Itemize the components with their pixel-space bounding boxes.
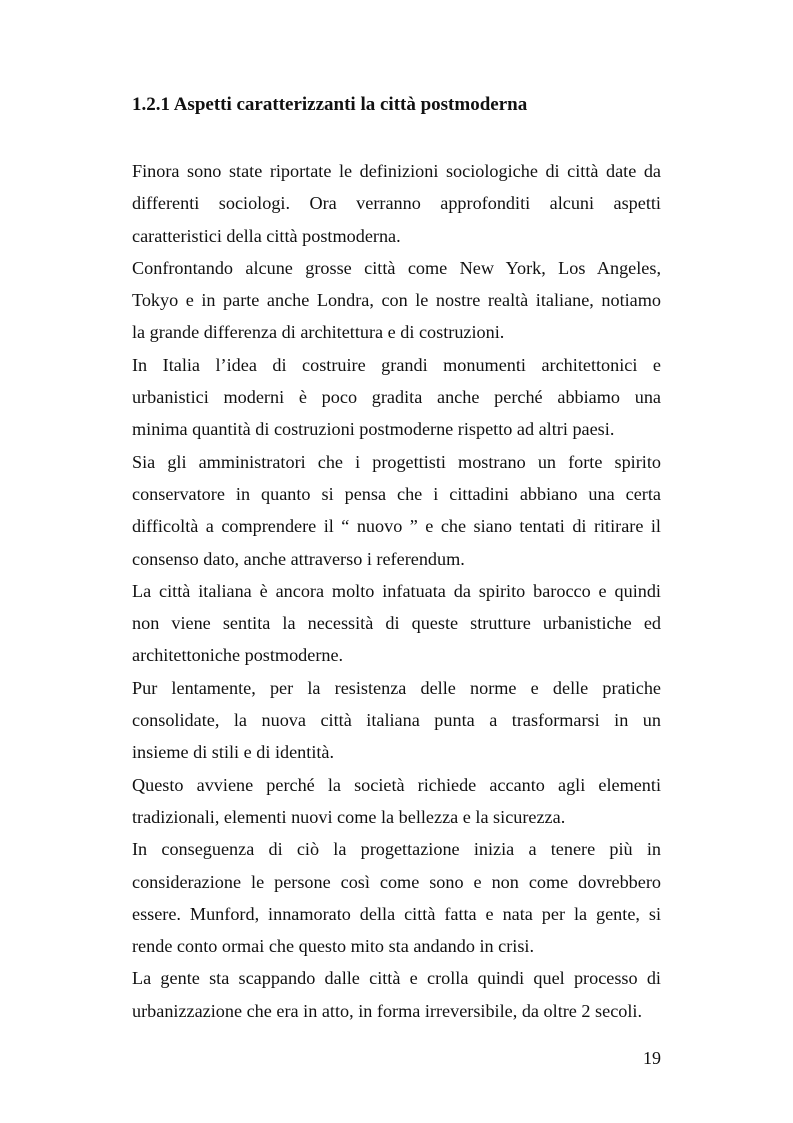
- text-line: insieme di stili e di identità.: [132, 742, 335, 763]
- text-line: architettoniche postmoderne.: [132, 645, 344, 666]
- text-line: urbanizzazione che era in atto, in forma irreversibile, da oltre 2 secoli.: [132, 1000, 643, 1021]
- text-line: caratteristici della città postmoderna.: [132, 225, 401, 246]
- text-line: La gente sta scappando dalle città e crolla quindi quel processo di: [132, 968, 661, 989]
- section-heading: 1.2.1 Aspetti caratterizzanti la città postmoderna: [132, 94, 528, 115]
- text-line: considerazione le persone così come sono e non come dovrebbero: [132, 871, 661, 892]
- text-line: Questo avviene perché la società richiede accanto agli elementi: [132, 774, 661, 795]
- paragraph: [132, 672, 661, 769]
- text-line: urbanistici moderni è poco gradita anche perché abbiamo una: [132, 387, 661, 408]
- text-line: La città italiana è ancora molto infatuata da spirito barocco e quindi: [132, 580, 661, 601]
- paragraph: [132, 155, 661, 252]
- paragraph: [132, 349, 661, 446]
- text-line: differenti sociologi. Ora verranno approfonditi alcuni aspetti: [132, 193, 661, 214]
- text-line: Confrontando alcune grosse città come New York, Los Angeles,: [132, 257, 661, 278]
- paragraph: [132, 252, 661, 349]
- paragraph: [132, 962, 661, 1027]
- paragraph: [132, 575, 661, 672]
- text-line: non viene sentita la necessità di queste strutture urbanistiche ed: [132, 613, 661, 634]
- text-line: rende conto ormai che questo mito sta andando in crisi.: [132, 936, 535, 957]
- text-line: minima quantità di costruzioni postmoderne rispetto ad altri paesi.: [132, 419, 615, 440]
- paragraph: [132, 833, 661, 962]
- text-line: Finora sono state riportate le definizioni sociologiche di città date da: [132, 161, 661, 181]
- text-line: Sia gli amministratori che i progettisti mostrano un forte spirito: [132, 451, 661, 472]
- text-line: essere. Munford, innamorato della città fatta e nata per la gente, si: [132, 903, 661, 924]
- text-line: consolidate, la nuova città italiana punta a trasformarsi in un: [132, 710, 661, 731]
- text-line: In Italia l’idea di costruire grandi monumenti architettonici e: [132, 354, 661, 375]
- body-text: [132, 155, 661, 1027]
- text-line: difficoltà a comprendere il “ nuovo ” e che siano tentati di ritirare il: [132, 516, 661, 537]
- text-line: Tokyo e in parte anche Londra, con le nostre realtà italiane, notiamo: [132, 290, 661, 311]
- text-line: In conseguenza di ciò la progettazione inizia a tenere più in: [132, 839, 661, 860]
- paragraph: [132, 769, 661, 834]
- page-number: 19: [643, 1048, 661, 1068]
- text-line: conservatore in quanto si pensa che i cittadini abbiano una certa: [132, 483, 661, 504]
- text-line: la grande differenza di architettura e di costruzioni.: [132, 322, 505, 343]
- paragraph: [132, 446, 661, 575]
- text-line: Pur lentamente, per la resistenza delle norme e delle pratiche: [132, 677, 661, 698]
- text-line: tradizionali, elementi nuovi come la bellezza e la sicurezza.: [132, 806, 566, 827]
- text-line: consenso dato, anche attraverso i referendum.: [132, 548, 465, 569]
